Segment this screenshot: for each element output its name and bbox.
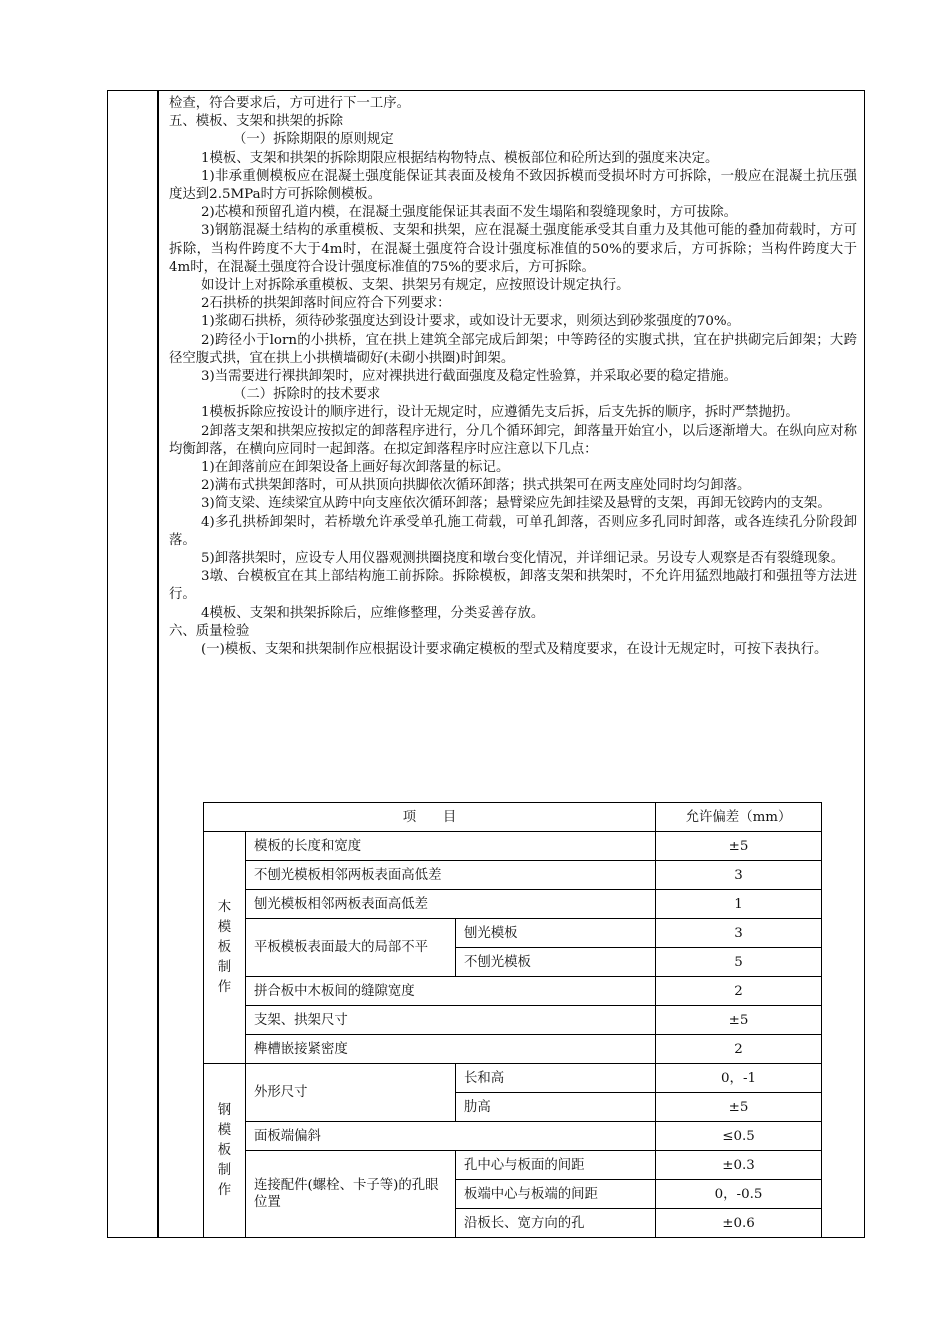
row-subitem: 板端中心与板端的间距 bbox=[456, 1180, 656, 1209]
table-row bbox=[204, 890, 822, 919]
paragraph: 如设计上对拆除承重模板、支架、拱架另有规定，应按照设计规定执行。 bbox=[201, 278, 630, 294]
row-value: 3 bbox=[656, 919, 822, 948]
header-item: 项 目 bbox=[204, 803, 656, 832]
paragraph: 六、质量检验 bbox=[169, 623, 250, 639]
row-item: 拼合板中木板间的缝隙宽度 bbox=[246, 977, 656, 1006]
paragraph: 3墩、台模板宜在其上部结构施工前拆除。拆除模板，卸落支架和拱架时，不允许用猛烈地敲打和强扭等方法进行。 bbox=[169, 569, 857, 603]
row-value: 5 bbox=[656, 948, 822, 977]
table-row bbox=[204, 919, 822, 948]
row-item: 模板的长度和宽度 bbox=[246, 832, 656, 861]
paragraph: 1模板、支架和拱架的拆除期限应根据结构物特点、模板部位和砼所达到的强度来决定。 bbox=[201, 150, 719, 166]
group-steel: 钢 模 板 制 作 bbox=[204, 1064, 246, 1238]
tolerance-table bbox=[203, 802, 822, 1238]
row-value: ≤0.5 bbox=[656, 1122, 822, 1151]
row-value: 3 bbox=[656, 861, 822, 890]
table-row bbox=[204, 1122, 822, 1151]
paragraph: 1)浆砌石拱桥，须待砂浆强度达到设计要求，或如设计无要求，则须达到砂浆强度的70%。 bbox=[201, 314, 740, 330]
paragraph: 4)多孔拱桥卸架时，若桥墩允许承受单孔施工荷载，可单孔卸落，否则应多孔同时卸落，或各连续孔分阶段卸落。 bbox=[169, 514, 857, 548]
paragraph: 3)当需要进行裸拱卸架时，应对裸拱进行截面强度及稳定性验算，并采取必要的稳定措施。 bbox=[201, 369, 737, 385]
header-tolerance: 允许偏差（mm） bbox=[656, 803, 822, 832]
row-item: 平板模板表面最大的局部不平 bbox=[246, 919, 456, 977]
row-subitem: 不刨光模板 bbox=[456, 948, 656, 977]
table-header-row bbox=[204, 803, 822, 832]
paragraph: 2卸落支架和拱架应按拟定的卸落程序进行，分几个循环卸完，卸落量开始宜小，以后逐渐增大。在纵向应对称均衡卸落，在横向应同时一起卸落。在拟定卸落程序时应注意以下几点： bbox=[169, 423, 857, 457]
row-subitem: 刨光模板 bbox=[456, 919, 656, 948]
row-value: ±0.6 bbox=[656, 1209, 822, 1238]
table-row bbox=[204, 1151, 822, 1180]
row-subitem: 长和高 bbox=[456, 1064, 656, 1093]
paragraph: 2石拱桥的拱架卸落时间应符合下列要求： bbox=[201, 296, 451, 312]
paragraph: (一)模板、支架和拱架制作应根据设计要求确定模板的型式及精度要求，在设计无规定时，可按下表执行。 bbox=[201, 642, 828, 658]
paragraph: 2)芯模和预留孔道内模，在混凝土强度能保证其表面不发生塌陷和裂缝现象时，方可拔除。 bbox=[201, 205, 737, 221]
row-value: ±5 bbox=[656, 1006, 822, 1035]
paragraph: 1)非承重侧模板应在混凝土强度能保证其表面及棱角不致因拆模而受损坏时方可拆除，一般应在混凝土抗压强度达到2.5MPa时方可拆除侧模板。 bbox=[169, 168, 857, 203]
table-row bbox=[204, 1035, 822, 1064]
row-value: 0，-0.5 bbox=[656, 1180, 822, 1209]
row-value: ±5 bbox=[656, 832, 822, 861]
table-row bbox=[204, 832, 822, 861]
table-row bbox=[204, 861, 822, 890]
row-item: 支架、拱架尺寸 bbox=[246, 1006, 656, 1035]
row-subitem: 孔中心与板面的间距 bbox=[456, 1151, 656, 1180]
row-value: 0，-1 bbox=[656, 1064, 822, 1093]
row-item: 面板端偏斜 bbox=[246, 1122, 656, 1151]
table-row bbox=[204, 1006, 822, 1035]
paragraph: 检查，符合要求后，方可进行下一工序。 bbox=[169, 96, 411, 111]
paragraph: 3)简支梁、连续梁宜从跨中向支座依次循环卸落；悬臂梁应先卸挂梁及悬臂的支架，再卸无铰跨内的支架。 bbox=[201, 496, 831, 512]
row-value: 2 bbox=[656, 977, 822, 1006]
row-item: 外形尺寸 bbox=[246, 1064, 456, 1122]
paragraph: 五、模板、支架和拱架的拆除 bbox=[169, 114, 344, 130]
paragraph: 5)卸落拱架时，应设专人用仪器观测拱圈挠度和墩台变化情况，并详细记录。另设专人观察是否有裂缝现象。 bbox=[201, 551, 845, 567]
row-subitem: 肋高 bbox=[456, 1093, 656, 1122]
row-value: 2 bbox=[656, 1035, 822, 1064]
group-wood: 木 模 板 制 作 bbox=[204, 832, 246, 1064]
paragraph: 3)钢筋混凝土结构的承重模板、支架和拱架，应在混凝土强度能承受其自重力及其他可能的叠加荷载时，方可拆除，当构件跨度不大于4m时，在混凝土强度符合设计强度标准值的50%的要求后，方可拆除；当构件跨度大于4m时，在混凝土强度符合设计强度标准值的75%的要求后，方可拆除。 bbox=[169, 223, 857, 275]
body-text bbox=[169, 95, 857, 659]
table-row bbox=[204, 1064, 822, 1093]
paragraph: （一）拆除期限的原则规定 bbox=[233, 132, 394, 148]
table-row bbox=[204, 977, 822, 1006]
row-subitem: 沿板长、宽方向的孔 bbox=[456, 1209, 656, 1238]
row-item: 榫槽嵌接紧密度 bbox=[246, 1035, 656, 1064]
row-item: 不刨光模板相邻两板表面高低差 bbox=[246, 861, 656, 890]
paragraph: 2)跨径小于lorn的小拱桥，宜在拱上建筑全部完成后卸架；中等跨径的实腹式拱，宜在护拱砌完后卸架；大跨径空腹式拱，宜在拱上小拱横墙砌好(未砌小拱圈)时卸架。 bbox=[169, 332, 857, 366]
row-item: 连接配件(螺栓、卡子等)的孔眼位置 bbox=[246, 1151, 456, 1238]
paragraph: （二）拆除时的技术要求 bbox=[233, 387, 381, 403]
row-item: 刨光模板相邻两板表面高低差 bbox=[246, 890, 656, 919]
row-value: 1 bbox=[656, 890, 822, 919]
row-value: ±5 bbox=[656, 1093, 822, 1122]
paragraph: 1)在卸落前应在卸架设备上画好每次卸落量的标记。 bbox=[201, 460, 510, 476]
paragraph: 4模板、支架和拱架拆除后，应维修整理，分类妥善存放。 bbox=[201, 605, 545, 621]
paragraph: 2)满布式拱架卸落时，可从拱顶向拱脚依次循环卸落；拱式拱架可在两支座处同时均匀卸落。 bbox=[201, 478, 751, 494]
left-column-divider bbox=[157, 90, 159, 1238]
paragraph: 1模板拆除应按设计的顺序进行，设计无规定时，应遵循先支后拆，后支先拆的顺序，拆时严禁抛扔。 bbox=[201, 405, 799, 421]
row-value: ±0.3 bbox=[656, 1151, 822, 1180]
